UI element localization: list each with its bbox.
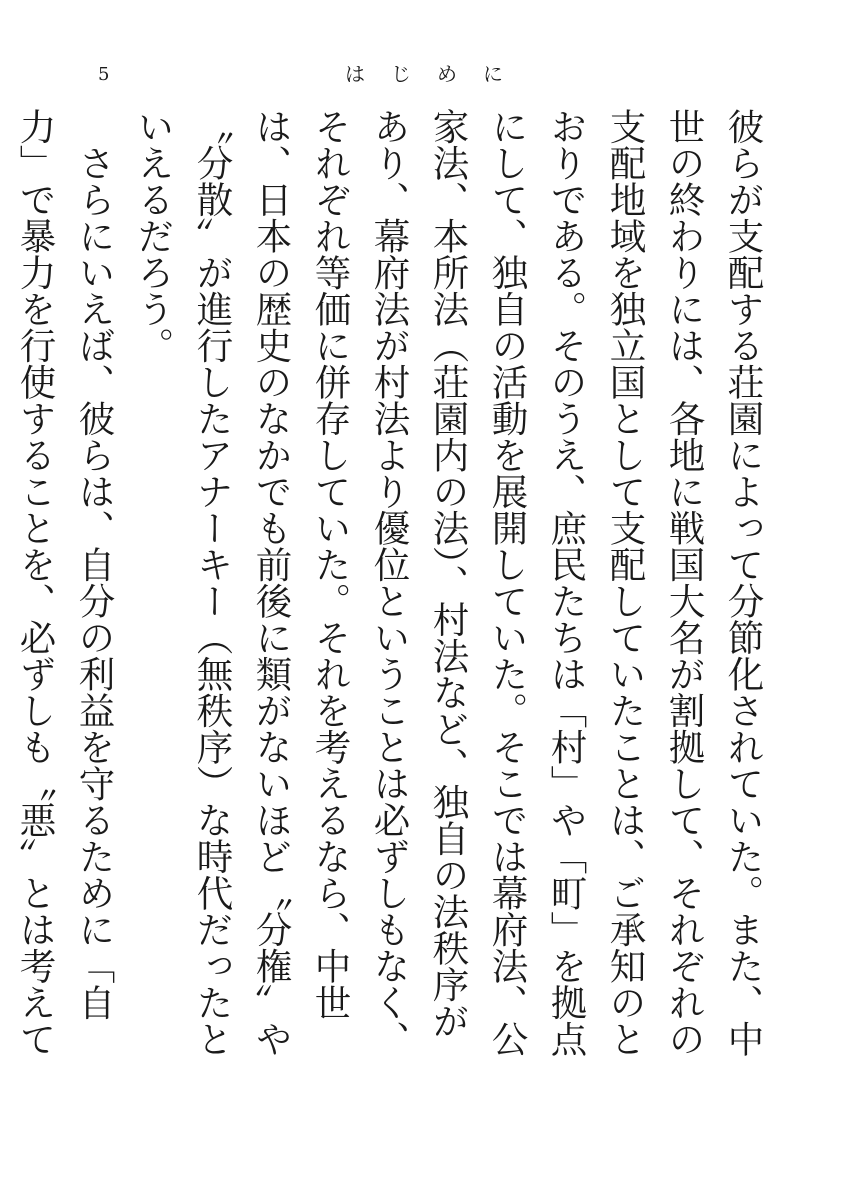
paragraph-1: 彼らが支配する荘園によって分節化されていた。また、中世の終わりには、各地に戦国大名が割拠して、それぞれの支配地域を独立国として支配していたことは、ご承知のとおりである。そのうえ、庶民たちは「村」や「町」を拠点にして、独自の活動を展開していた。そこでは幕府法、公家法、本所法（荘園内の法）、村法など、独自の法秩序があり、幕府法が村法より優位ということは必ずしもなく、それぞれ等価に併存していた。それを考えるなら、中世は、日本の歴史のなかでも前後に類がないほど〝分権〟や〝分散〟が進行したアナーキー（無秩序）な時代だったといえるだろう。 — [132, 108, 765, 1057]
body-text — [0, 108, 773, 1068]
paragraph-2 — [0, 108, 124, 1068]
page-number: 5 — [98, 64, 110, 85]
running-head: はじめに — [345, 62, 529, 86]
paragraph-2-part-a: さらにいえば、彼らは、自分の利益を守るために「自力」で暴力を行使することを、必ずしも〝悪〟とは考えて — [14, 108, 116, 1057]
